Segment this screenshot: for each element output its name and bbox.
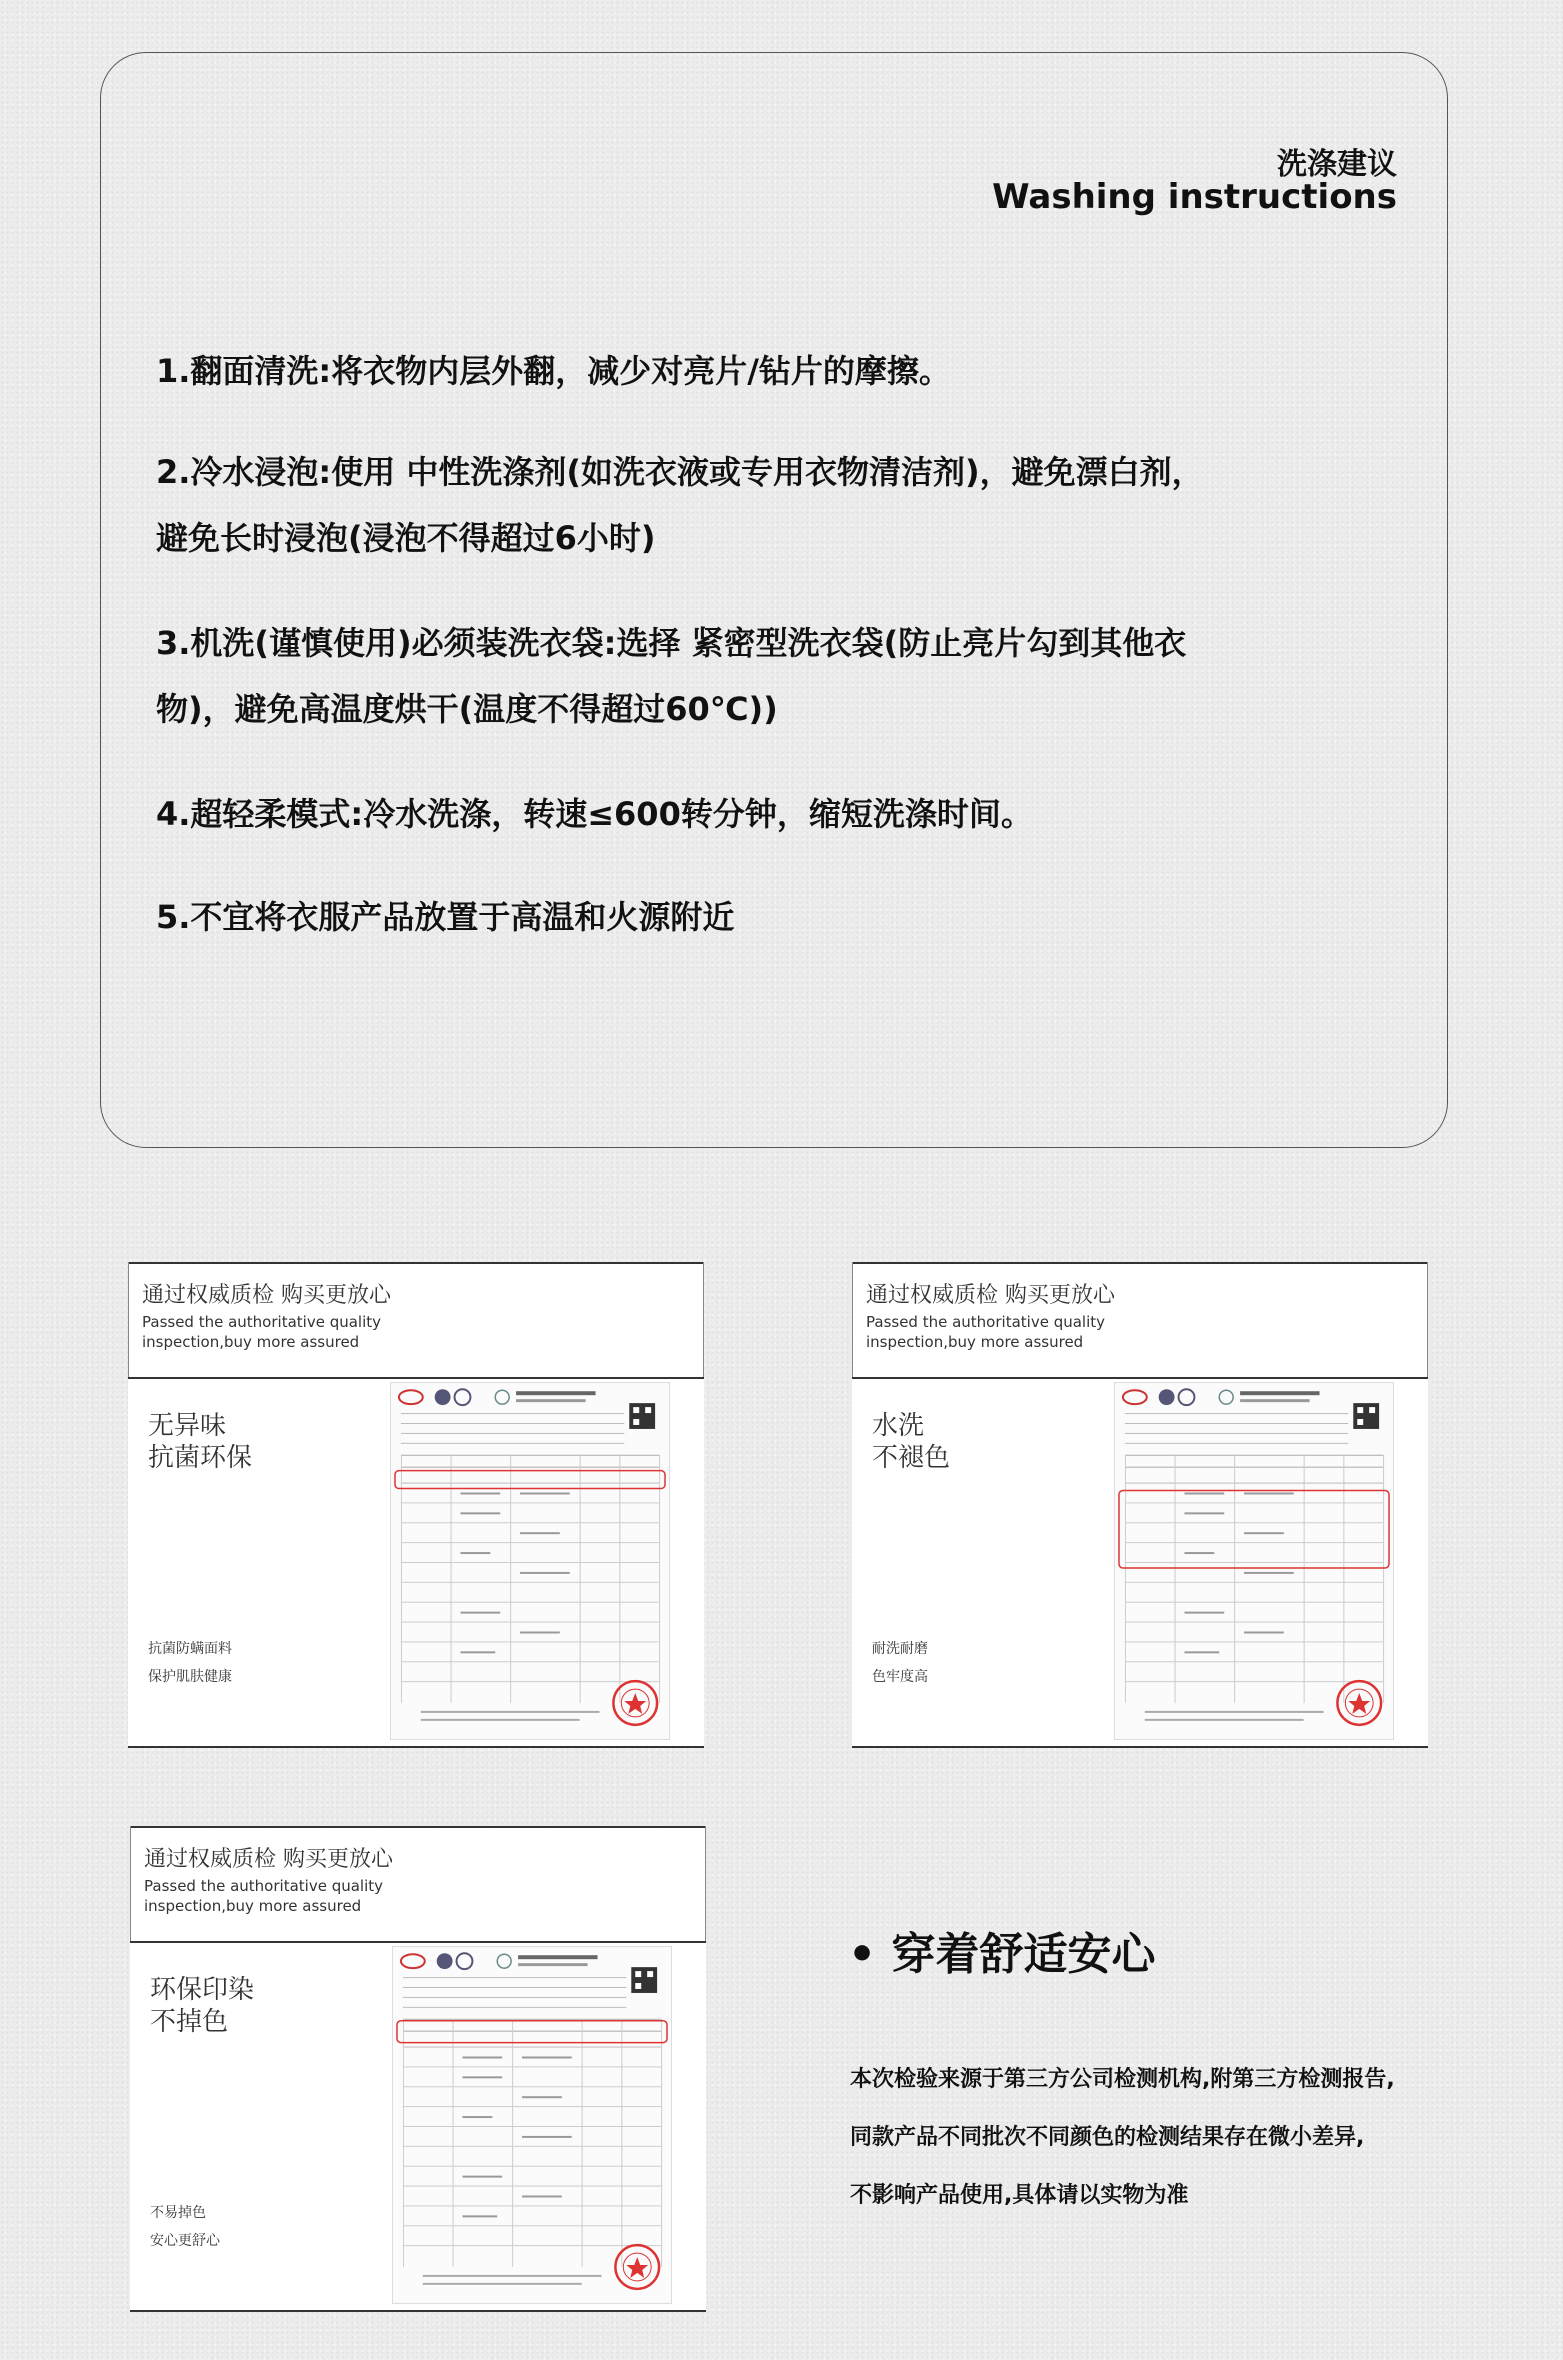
washing-item-4: 4.超轻柔模式:冷水洗涤，转速≤600转分钟，缩短洗涤时间。 [156, 795, 1033, 833]
cert-title-line1: 无异味 [148, 1411, 227, 1441]
comfort-line-1: 本次检验来源于第三方公司检测机构,附第三方检测报告, [850, 2067, 1395, 2092]
test-report-image [390, 1382, 670, 1740]
cert-feature-1: 耐洗耐磨 [872, 1641, 928, 1657]
washing-item-3: 3.机洗(谨慎使用)必须装洗衣袋:选择 紧密型洗衣袋(防止亮片勾到其他衣物)，避免高温度烘干(温度不得超过60℃)) [156, 624, 1187, 728]
cert-title-line1: 水洗 [872, 1411, 925, 1441]
cert-header-cn: 通过权威质检 购买更放心 [142, 1283, 391, 1308]
certificate-card-antibacterial [128, 1262, 704, 1748]
cert-header-en: Passed the authoritative quality inspection,buy more assured [142, 1313, 382, 1351]
cert-title-line2: 不褪色 [872, 1443, 951, 1473]
washing-title-en: Washing instructions [992, 177, 1397, 217]
cert-header-en: Passed the authoritative quality inspection,buy more assured [866, 1313, 1106, 1351]
washing-item-2: 2.冷水浸泡:使用 中性洗涤剂(如洗衣液或专用衣物清洁剂)，避免漂白剂，避免长时浸泡(浸泡不得超过6小时) [156, 453, 1204, 557]
cert-feature-2: 色牢度高 [872, 1669, 928, 1685]
comfort-line-3: 不影响产品使用,具体请以实物为准 [850, 2183, 1189, 2208]
cert-title-line2: 抗菌环保 [148, 1443, 253, 1473]
cert-header-cn: 通过权威质检 购买更放心 [144, 1847, 393, 1872]
cert-title-line1: 环保印染 [150, 1975, 255, 2005]
test-report-image [1114, 1382, 1394, 1740]
washing-instructions-card [100, 52, 1448, 1148]
cert-feature-2: 保护肌肤健康 [148, 1669, 232, 1685]
cert-side-title [150, 1974, 300, 2038]
cert-header-en: Passed the authoritative quality inspection,buy more assured [144, 1877, 384, 1915]
cert-side-title [872, 1410, 1022, 1474]
test-report-image [392, 1946, 672, 2304]
comfort-line-2: 同款产品不同批次不同颜色的检测结果存在微小差异, [850, 2125, 1365, 2150]
cert-side-title [148, 1410, 298, 1474]
certificate-card-eco-dye [130, 1826, 706, 2312]
cert-feature-1: 不易掉色 [150, 2205, 206, 2221]
washing-item-1: 1.翻面清洗:将衣物内层外翻，减少对亮片/钻片的摩擦。 [156, 352, 951, 390]
washing-title-cn: 洗涤建议 [1277, 147, 1397, 182]
washing-item-5: 5.不宜将衣服产品放置于高温和火源附近 [156, 898, 735, 936]
cert-feature-1: 抗菌防螨面料 [148, 1641, 232, 1657]
cert-feature-2: 安心更舒心 [150, 2233, 220, 2249]
cert-title-line2: 不掉色 [150, 2007, 229, 2037]
cert-header-cn: 通过权威质检 购买更放心 [866, 1283, 1115, 1308]
certificate-card-colorfast [852, 1262, 1428, 1748]
comfort-heading: • 穿着舒适安心 [848, 1929, 1156, 1980]
